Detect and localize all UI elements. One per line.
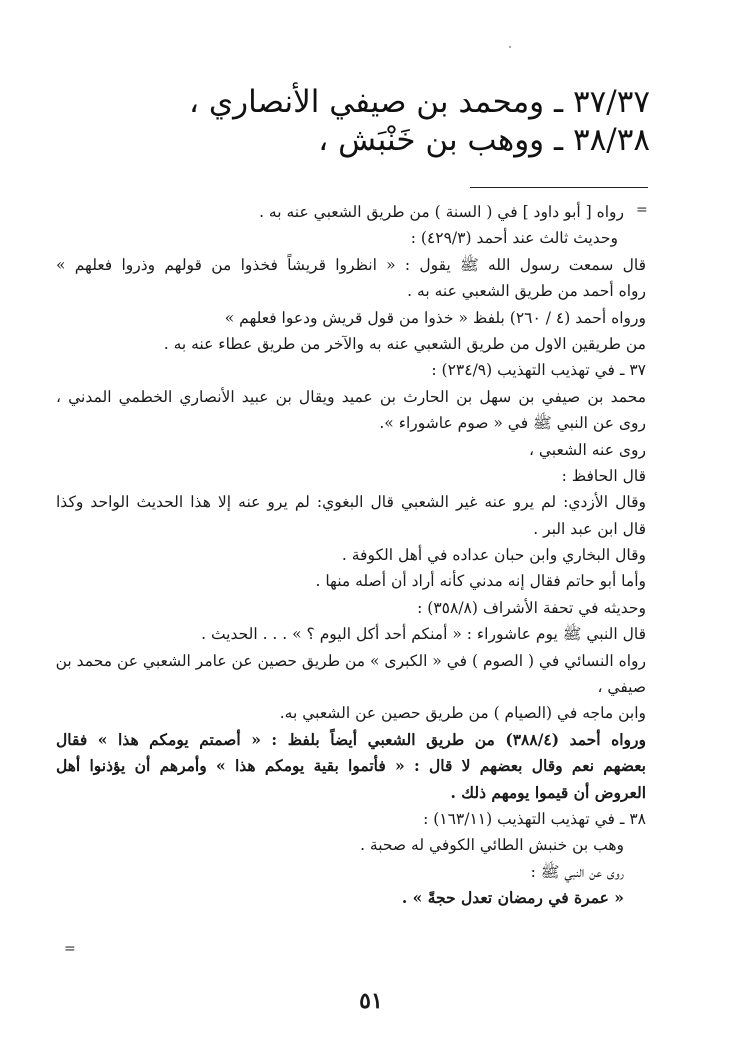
text-line: وقال الأزدي: لم يرو عنه غير الشعبي قال البغوي: لم يرو عنه إلا هذا الحديث الواحد وكذا	[56, 493, 646, 512]
text-line: قال النبي ﷺ يوم عاشوراء : « أمنكم أحد أكل اليوم ؟ » . . . الحديث .	[201, 625, 646, 644]
text-line: العروض أن قيموا يومهم ذلك .	[450, 782, 646, 802]
text-line: محمد بن صيفي بن سهل بن الحارث بن عميد ويقال بن عبيد الأنصاري الخطمي المدني ،	[56, 387, 646, 406]
text-line: وابن ماجه في (الصيام ) من طريق حصين عن الشعبي به.	[279, 704, 646, 723]
text-line: وحديث ثالث عند أحمد (٤٢٩/٣) :	[410, 229, 618, 248]
text-line: « عمرة في رمضان تعدل حجةً » .	[401, 888, 624, 908]
text-line: صيفي ،	[597, 678, 646, 697]
footnote-divider	[470, 187, 648, 188]
text-line: روى عن النبي ﷺ في « صوم عاشوراء ».	[379, 414, 646, 433]
text-line: ورواه أحمد (٣٨٨/٤) من طريق الشعبي أيضاً بلفظ : « أصمتم يومكم هذا » فقال	[56, 729, 647, 749]
text-line: روى عن النبي ﷺ :	[530, 862, 624, 881]
text-line: وحديثه في تحفة الأشراف (٣٥٨/٨) :	[417, 598, 646, 617]
section-heading-38: ٣٨/٣٨ ـ ووهب بن خَنْبَش ،	[318, 122, 650, 158]
page-number: ٥١	[359, 988, 383, 1014]
text-line: وقال البخاري وابن حبان عداده في أهل الكوفة .	[341, 546, 646, 565]
text-line: قال ابن عبد البر .	[533, 519, 646, 538]
section-heading-37: ٣٧/٣٧ ـ ومحمد بن صيفي الأنصاري ،	[189, 84, 650, 120]
text-line: رواه [ أبو داود ] في ( السنة ) من طريق الشعبي عنه به .	[259, 203, 624, 221]
text-line: قال الحافظ :	[561, 466, 646, 485]
text-line: من طريقين الاول من طريق الشعبي عنه به والآخر من طريق عطاء عنه به .	[163, 334, 646, 353]
text-line: رواه أحمد من طريق الشعبي عنه به .	[407, 282, 646, 301]
text-line: ٣٧ ـ في تهذيب التهذيب (٢٣٤/٩) :	[431, 361, 646, 380]
continuation-mark-top: =	[636, 202, 648, 218]
continuation-mark-bottom: =	[64, 941, 76, 957]
text-line: بعضهم نعم وقال بعضهم لا قال : « فأتموا بقية يومكم هذا » وأمرهم أن يؤذنوا أهل	[56, 756, 646, 776]
text-line: ٣٨ ـ في تهذيب التهذيب (١٦٣/١١) :	[423, 809, 646, 828]
footnote-body	[56, 199, 646, 912]
text-line: روى عنه الشعبي ،	[528, 440, 646, 459]
text-line: وأما أبو حاتم فقال إنه مدني كأنه أراد أن أصله منها .	[315, 572, 646, 591]
text-line: قال سمعت رسول الله ﷺ يقول : « انظروا قريشاً فخذوا من قولهم وذروا فعلهم »	[56, 255, 646, 274]
print-speck	[509, 46, 511, 48]
text-line: ورواه أحمد (٤ / ٢٦٠) بلفظ « خذوا من قول قريش ودعوا فعلهم »	[224, 308, 646, 327]
text-line: وهب بن خنبش الطائي الكوفي له صحبة .	[360, 836, 624, 855]
text-line: رواه النسائي في ( الصوم ) في « الكبرى » من طريق حصين عن عامر الشعبي عن محمد بن	[55, 651, 646, 670]
